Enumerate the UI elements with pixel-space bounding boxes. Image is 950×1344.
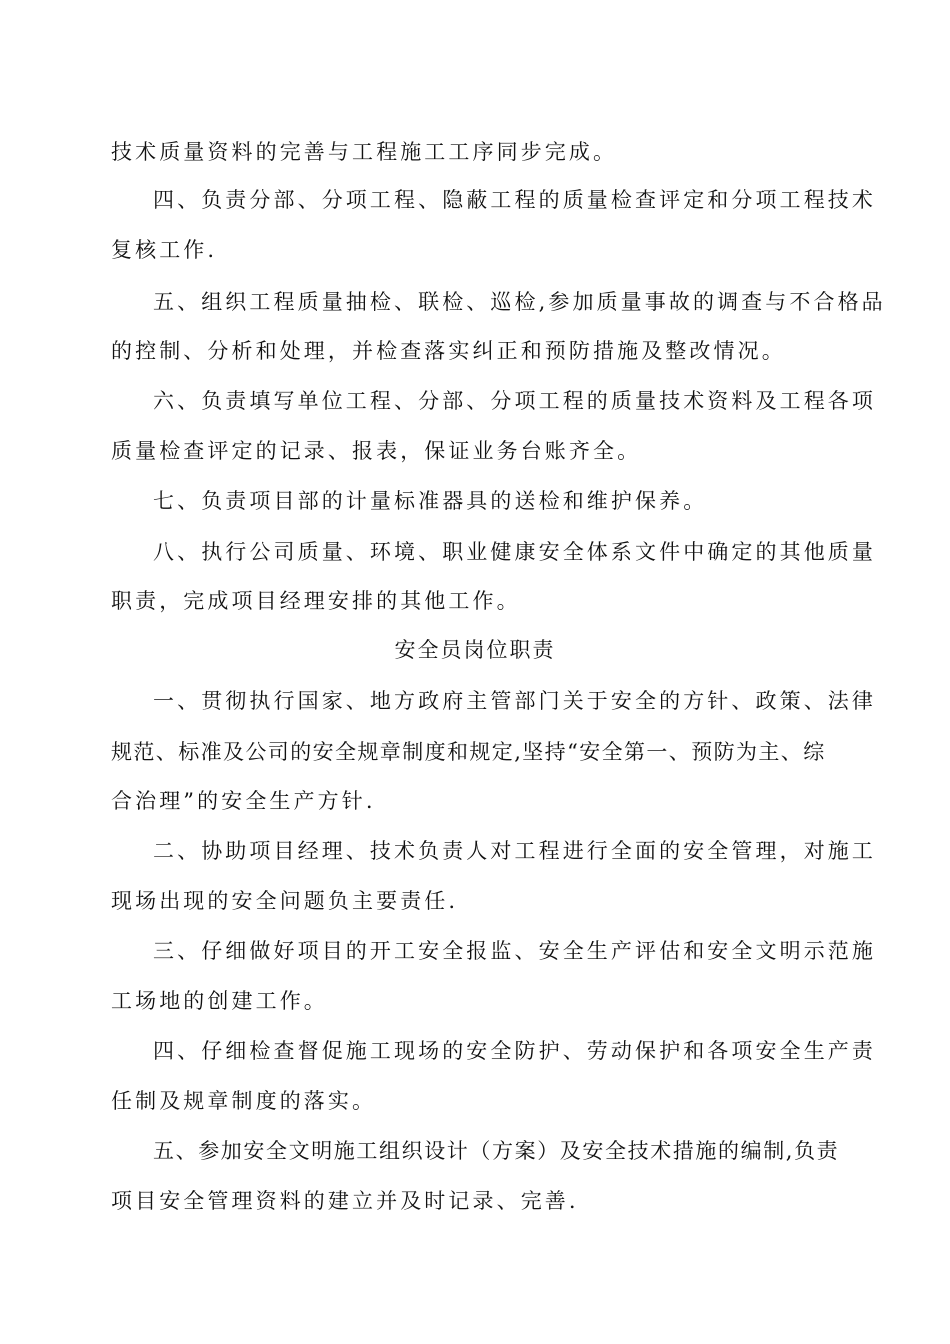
- body-text-line: 复核工作.: [111, 238, 218, 262]
- body-text-line: 任制及规章制度的落实。: [111, 1089, 377, 1113]
- body-text-line: 职责，完成项目经理安排的其他工作。: [111, 589, 521, 613]
- body-text-line: 规范、标准及公司的安全规章制度和规定,坚持“安全第一、预防为主、综: [111, 740, 826, 764]
- paragraph-line: 三、仔细做好项目的开工安全报监、安全生产评估和安全文明示范施: [153, 939, 876, 963]
- body-text-line: 合治理”的安全生产方针.: [111, 789, 376, 813]
- paragraph-line: 八、执行公司质量、环境、职业健康安全体系文件中确定的其他质量: [153, 540, 876, 564]
- paragraph-line: 五、参加安全文明施工组织设计（方案）及安全技术措施的编制,负责: [153, 1139, 840, 1163]
- paragraph-line: 五、组织工程质量抽检、联检、巡检,参加质量事故的调查与不合格品: [153, 290, 886, 314]
- body-text-line: 工场地的创建工作。: [111, 989, 328, 1013]
- paragraph-line: 一、贯彻执行国家、地方政府主管部门关于安全的方针、政策、法律: [153, 689, 876, 713]
- body-text-line: 的控制、分析和处理，并检查落实纠正和预防措施及整改情况。: [111, 339, 786, 363]
- paragraph-line: 七、负责项目部的计量标准器具的送检和维护保养。: [153, 489, 708, 513]
- paragraph-line: 四、仔细检查督促施工现场的安全防护、劳动保护和各项安全生产责: [153, 1039, 876, 1063]
- section-title: 安全员岗位职责: [394, 638, 556, 662]
- paragraph-line: 四、负责分部、分项工程、隐蔽工程的质量检查评定和分项工程技术: [153, 188, 876, 212]
- body-text-line: 现场出现的安全问题负主要责任.: [111, 889, 459, 913]
- body-text-line: 技术质量资料的完善与工程施工工序同步完成。: [111, 140, 618, 164]
- paragraph-line: 六、负责填写单位工程、分部、分项工程的质量技术资料及工程各项: [153, 389, 876, 413]
- paragraph-line: 二、协助项目经理、技术负责人对工程进行全面的安全管理，对施工: [153, 839, 876, 863]
- body-text-line: 项目安全管理资料的建立并及时记录、完善.: [111, 1189, 579, 1213]
- body-text-line: 质量检查评定的记录、报表，保证业务台账齐全。: [111, 439, 642, 463]
